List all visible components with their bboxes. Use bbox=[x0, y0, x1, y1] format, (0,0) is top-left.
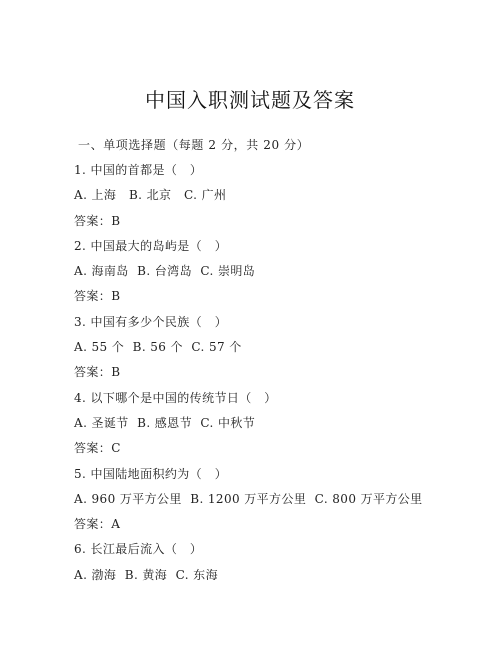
question-item-3 bbox=[74, 310, 474, 386]
question-text: 1. 中国的首都是（ ） bbox=[74, 163, 203, 177]
question-options: A. 圣诞节 B. 感恩节 C. 中秋节 bbox=[74, 415, 256, 430]
question-item-2 bbox=[74, 234, 474, 310]
question-item-4 bbox=[74, 386, 474, 462]
question-item-5 bbox=[74, 462, 474, 538]
question-text: 2. 中国最大的岛屿是（ ） bbox=[74, 238, 228, 253]
question-answer: 答案：B bbox=[74, 289, 121, 304]
question-options: A. 55 个 B. 56 个 C. 57 个 bbox=[74, 340, 242, 355]
question-answer: 答案：A bbox=[74, 517, 121, 532]
question-text: 3. 中国有多少个民族（ ） bbox=[74, 314, 228, 329]
question-list bbox=[74, 158, 474, 588]
question-options: A. 960 万平方公里 B. 1200 万平方公里 C. 800 万平方公里 bbox=[74, 491, 423, 506]
question-text: 6. 长江最后流入（ ） bbox=[74, 542, 203, 557]
question-answer: 答案：B bbox=[74, 365, 121, 380]
question-text: 5. 中国陆地面积约为（ ） bbox=[74, 466, 228, 481]
question-item-1 bbox=[74, 158, 474, 234]
section-heading: 一、单项选择题（每题 2 分，共 20 分） bbox=[78, 138, 310, 152]
question-answer: 答案：C bbox=[74, 441, 121, 456]
question-answer: 答案：B bbox=[74, 213, 121, 228]
question-options: A. 上海 B. 北京 C. 广州 bbox=[74, 188, 227, 203]
question-options: A. 渤海 B. 黄海 C. 东海 bbox=[74, 567, 218, 582]
question-text: 4. 以下哪个是中国的传统节日（ ） bbox=[74, 390, 277, 405]
question-item-6 bbox=[74, 537, 474, 588]
page-title: 中国入职测试题及答案 bbox=[145, 88, 355, 112]
question-options: A. 海南岛 B. 台湾岛 C. 崇明岛 bbox=[74, 264, 256, 279]
